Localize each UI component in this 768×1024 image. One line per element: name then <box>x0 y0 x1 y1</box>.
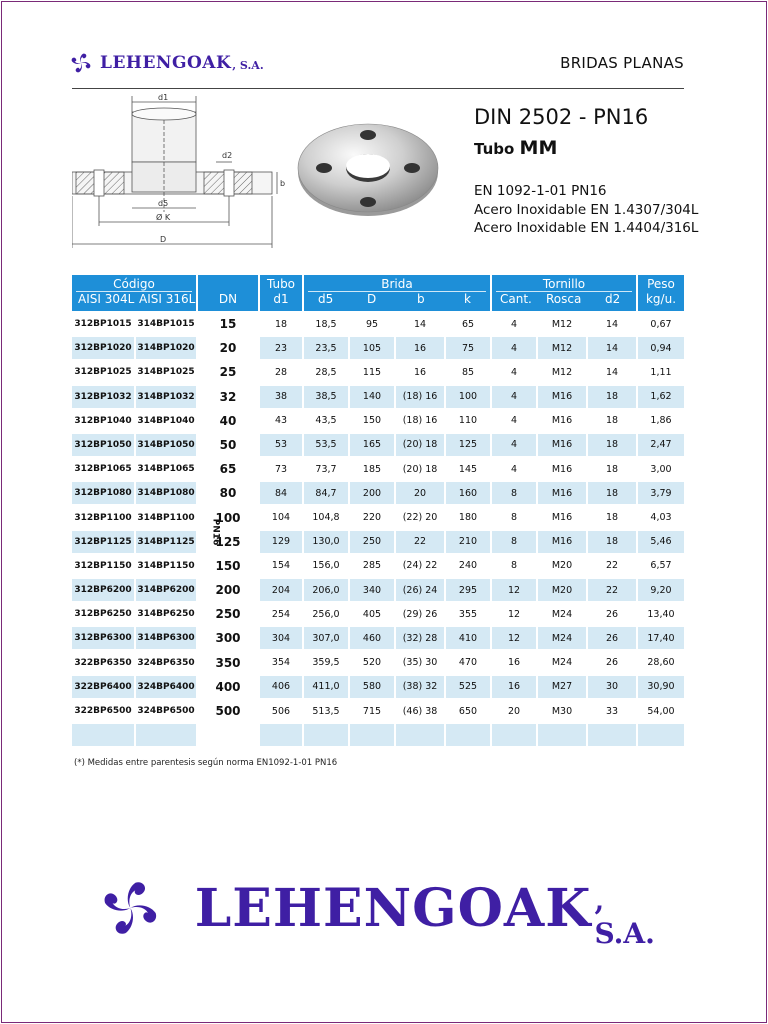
swirl-icon <box>100 871 161 945</box>
cell-brida-D: 140 <box>350 386 394 408</box>
cell-tornillo-rosca: M24 <box>551 657 573 669</box>
table-row <box>72 410 684 434</box>
cell-tornillo-cant: 4 <box>510 463 518 475</box>
cell-tornillo-d2: 22 <box>588 579 636 601</box>
cell-code-316l: 314BP1100 <box>137 512 195 523</box>
cell-tornillo-d2: 30 <box>588 676 636 698</box>
cell-peso-kg: 30,90 <box>638 676 684 698</box>
cell-peso-kg: 0,94 <box>638 337 684 359</box>
cell-dn: 80 <box>219 486 237 501</box>
cell-brida-k: 410 <box>446 627 490 649</box>
cell-dn: 40 <box>219 413 237 428</box>
cell-tornillo-d2: 26 <box>605 657 619 669</box>
header-peso-label: Peso <box>647 277 675 291</box>
cell-tornillo-d2: 33 <box>605 705 619 717</box>
cell-code-316l: 324BP6400 <box>136 676 196 698</box>
cell-tornillo-rosca: M30 <box>551 705 573 717</box>
cell-tornillo-cant: 4 <box>492 434 536 456</box>
cell-tubo-d1 <box>260 724 302 746</box>
cell-peso-kg: 2,47 <box>638 434 684 456</box>
brand-logo-small <box>70 50 264 76</box>
header-aisi316: AISI 316L <box>139 292 196 306</box>
page-title: BRIDAS PLANAS <box>560 54 684 72</box>
cell-brida-D: 285 <box>362 560 382 572</box>
cell-tornillo-rosca: M12 <box>551 366 573 378</box>
swirl-icon <box>70 52 92 74</box>
cell-brida-D: 405 <box>362 608 382 620</box>
cell-brida-d5: 206,0 <box>304 579 348 601</box>
cell-brida-k: 180 <box>458 512 478 523</box>
cell-code-316l: 324BP6350 <box>137 657 195 668</box>
header-b: b <box>417 292 425 306</box>
cell-code-304l: 312BP1025 <box>74 367 132 378</box>
cell-code-304l <box>72 724 134 746</box>
table-row <box>72 700 684 724</box>
cell-brida-b: (22) 20 <box>402 512 438 523</box>
table-body <box>72 313 684 748</box>
cell-tornillo-rosca: M27 <box>538 676 586 698</box>
cell-tornillo-cant: 20 <box>507 705 521 717</box>
cell-tornillo-cant: 12 <box>492 627 536 649</box>
cell-tornillo-d2: 14 <box>605 366 619 378</box>
cell-brida-b: (35) 30 <box>402 657 438 669</box>
cell-dn: 65 <box>219 462 237 477</box>
cell-tornillo-rosca: M16 <box>551 463 573 475</box>
header-rosca: Rosca <box>546 292 582 306</box>
flange-technical-drawing <box>72 92 290 252</box>
dim-d1: d1 <box>158 93 169 102</box>
cell-tubo-d1: 43 <box>274 415 288 427</box>
cell-code-304l: 312BP6300 <box>72 627 134 649</box>
cell-dn: 20 <box>219 341 237 356</box>
cell-code-304l: 312BP1020 <box>72 337 134 359</box>
cell-brida-d5: 73,7 <box>315 463 337 475</box>
spec-line: Acero Inoxidable EN 1.4404/316L <box>474 220 699 236</box>
cell-tornillo-d2: 18 <box>588 386 636 408</box>
cell-tornillo-d2: 14 <box>605 318 619 330</box>
cell-code-304l: 312BP1125 <box>72 531 134 553</box>
cell-code-304l: 312BP1050 <box>72 434 134 456</box>
cell-brida-d5: 513,5 <box>312 705 340 717</box>
table-row <box>72 652 684 676</box>
cell-brida-b <box>396 724 444 746</box>
table-row <box>72 627 684 651</box>
brand-suffix: , S.A. <box>232 58 264 72</box>
cell-tubo-d1: 104 <box>271 512 291 523</box>
standard-title: DIN 2502 - PN16 <box>474 105 649 129</box>
cell-brida-D <box>350 724 394 746</box>
cell-brida-d5: 307,0 <box>304 627 348 649</box>
cell-tornillo-rosca: M12 <box>538 337 586 359</box>
header-tubo-label: Tubo <box>266 277 296 291</box>
cell-brida-d5: 38,5 <box>304 386 348 408</box>
cell-tornillo-cant: 8 <box>510 560 518 572</box>
pressure-class-label: PN16 <box>210 518 221 546</box>
cell-tornillo-cant: 4 <box>510 415 518 427</box>
table-row <box>72 337 684 361</box>
cell-brida-k: 295 <box>446 579 490 601</box>
cell-code-304l: 312BP1080 <box>72 482 134 504</box>
cell-brida-k: 100 <box>446 386 490 408</box>
cell-code-316l: 314BP6200 <box>136 579 196 601</box>
cell-brida-b: (20) 18 <box>396 434 444 456</box>
cell-tornillo-rosca: M12 <box>551 318 573 330</box>
cell-tornillo-d2: 22 <box>605 560 619 572</box>
cell-tubo-d1: 154 <box>271 560 291 572</box>
header-D: D <box>367 292 377 306</box>
cell-dn: 350 <box>215 655 241 670</box>
table-row <box>72 458 684 482</box>
cell-dn: 32 <box>219 389 237 404</box>
cell-tubo-d1: 406 <box>260 676 302 698</box>
cell-dn: 250 <box>215 607 241 622</box>
cell-brida-k: 75 <box>446 337 490 359</box>
material-specs <box>474 182 698 238</box>
cell-code-304l: 312BP6250 <box>74 609 132 620</box>
header-brida-label: Brida <box>381 277 413 291</box>
cell-brida-b: (38) 32 <box>396 676 444 698</box>
cell-brida-D: 115 <box>362 366 382 378</box>
cell-brida-d5: 256,0 <box>312 608 340 620</box>
header-aisi304: AISI 304L <box>78 292 135 306</box>
table-row <box>72 361 684 385</box>
table-header <box>72 275 684 311</box>
header-d1: d1 <box>273 292 289 306</box>
cell-tornillo-rosca: M16 <box>538 386 586 408</box>
table-row <box>72 482 684 506</box>
brand-name: LEHENGOAK <box>100 53 232 73</box>
cell-brida-d5: 53,5 <box>304 434 348 456</box>
cell-code-316l: 314BP1065 <box>137 464 195 475</box>
cell-tornillo-cant: 16 <box>492 676 536 698</box>
cell-brida-b: (24) 22 <box>402 560 438 572</box>
table-row <box>72 724 684 748</box>
footnote: (*) Medidas entre parentesis según norma EN1092-1-01 PN16 <box>74 758 338 768</box>
cell-brida-k <box>446 724 490 746</box>
cell-peso-kg <box>638 724 684 746</box>
header-codigo <box>72 275 196 311</box>
cell-tornillo-cant: 16 <box>507 657 521 669</box>
cell-brida-D: 715 <box>362 705 382 717</box>
cell-brida-D: 220 <box>362 512 382 523</box>
cell-code-304l: 312BP1150 <box>74 560 132 571</box>
spec-line: EN 1092-1-01 PN16 <box>474 183 607 199</box>
cell-peso-kg: 28,60 <box>647 657 675 669</box>
cell-dn: 50 <box>219 437 237 452</box>
cell-tubo-d1: 354 <box>271 657 291 669</box>
table-row <box>72 313 684 337</box>
brand-suffix: , S.A. <box>594 884 655 950</box>
header-cant: Cant. <box>500 292 532 306</box>
header-tubo <box>260 275 302 311</box>
table-row <box>72 676 684 700</box>
cell-brida-d5 <box>304 724 348 746</box>
table-row <box>72 386 684 410</box>
table-row <box>72 507 684 531</box>
cell-brida-k: 85 <box>461 366 475 378</box>
cell-code-316l: 314BP1032 <box>136 386 196 408</box>
cell-tubo-d1: 73 <box>274 463 288 475</box>
table-row <box>72 579 684 603</box>
cell-peso-kg: 5,46 <box>638 531 684 553</box>
cell-brida-d5: 23,5 <box>304 337 348 359</box>
cell-tornillo-cant: 8 <box>510 512 518 523</box>
cell-dn: 200 <box>215 583 241 598</box>
cell-brida-k: 110 <box>458 415 478 427</box>
cell-brida-b: 20 <box>396 482 444 504</box>
cell-code-304l: 312BP1015 <box>74 319 132 329</box>
cell-brida-d5: 411,0 <box>304 676 348 698</box>
tube-type <box>474 137 557 159</box>
cell-tubo-d1: 254 <box>271 608 291 620</box>
cell-dn: 125 <box>215 534 241 549</box>
flange-photo <box>296 118 440 218</box>
cell-code-316l: 314BP1050 <box>136 434 196 456</box>
cell-code-316l <box>136 724 196 746</box>
cell-tornillo-cant: 4 <box>492 386 536 408</box>
cell-brida-D: 105 <box>350 337 394 359</box>
header-divider-line <box>308 291 486 292</box>
header-d2: d2 <box>605 292 621 306</box>
header-d5: d5 <box>318 292 334 306</box>
dim-d5: d5 <box>158 199 169 208</box>
cell-brida-D: 250 <box>350 531 394 553</box>
header-tornillo-label: Tornillo <box>542 277 586 291</box>
cell-tornillo-rosca: M24 <box>551 608 573 620</box>
spec-line: Acero Inoxidable EN 1.4307/304L <box>474 201 699 218</box>
cell-tornillo-rosca: M20 <box>551 560 573 572</box>
cell-tornillo-cant: 12 <box>507 608 521 620</box>
cell-dn <box>198 724 258 746</box>
cell-code-316l: 314BP1150 <box>137 560 195 571</box>
cell-brida-b: (20) 18 <box>402 463 438 475</box>
brand-logo-large <box>100 868 660 948</box>
cell-brida-b: 16 <box>396 337 444 359</box>
cell-tornillo-d2: 18 <box>605 463 619 475</box>
cell-tubo-d1: 23 <box>260 337 302 359</box>
header-divider <box>72 88 684 89</box>
dim-k: Ø K <box>156 213 171 222</box>
cell-tornillo-rosca <box>538 724 586 746</box>
table-row <box>72 434 684 458</box>
cell-tornillo-d2: 18 <box>605 512 619 523</box>
cell-peso-kg: 0,67 <box>650 318 672 330</box>
cell-peso-kg: 4,03 <box>650 512 672 523</box>
cell-brida-b: (18) 16 <box>402 415 438 427</box>
cell-brida-D: 185 <box>362 463 382 475</box>
cell-brida-k: 160 <box>446 482 490 504</box>
cell-brida-D: 520 <box>362 657 382 669</box>
header-k: k <box>464 292 471 306</box>
cell-dn: 400 <box>215 679 241 694</box>
cell-tornillo-rosca: M16 <box>551 415 573 427</box>
cell-code-316l: 314BP1080 <box>136 482 196 504</box>
cell-dn: 150 <box>215 558 241 573</box>
cell-code-304l: 312BP6200 <box>72 579 134 601</box>
cell-peso-kg: 1,62 <box>638 386 684 408</box>
cell-tubo-d1: 38 <box>260 386 302 408</box>
cell-tornillo-cant: 4 <box>510 318 518 330</box>
cell-peso-kg: 3,00 <box>650 463 672 475</box>
cell-code-316l: 314BP1125 <box>136 531 196 553</box>
cell-tornillo-d2: 18 <box>588 482 636 504</box>
cell-brida-b: (29) 26 <box>402 608 438 620</box>
cell-brida-d5: 104,8 <box>312 512 340 523</box>
cell-brida-d5: 18,5 <box>315 318 337 330</box>
cell-brida-D: 580 <box>350 676 394 698</box>
cell-peso-kg: 9,20 <box>638 579 684 601</box>
cell-tornillo-d2: 18 <box>588 434 636 456</box>
header-brida <box>304 275 490 311</box>
table-row <box>72 555 684 579</box>
cell-tubo-d1: 304 <box>260 627 302 649</box>
cell-code-304l: 322BP6400 <box>72 676 134 698</box>
cell-peso-kg: 3,79 <box>638 482 684 504</box>
cell-brida-k: 525 <box>446 676 490 698</box>
cell-brida-D: 165 <box>350 434 394 456</box>
header-kg: kg/u. <box>645 292 677 306</box>
cell-tornillo-d2: 14 <box>588 337 636 359</box>
cell-brida-k: 210 <box>446 531 490 553</box>
cell-tornillo-cant: 4 <box>510 366 518 378</box>
cell-peso-kg: 54,00 <box>647 705 675 717</box>
cell-brida-b: (32) 28 <box>396 627 444 649</box>
header-peso <box>638 275 684 311</box>
cell-tornillo-rosca: M16 <box>538 531 586 553</box>
cell-brida-k: 650 <box>458 705 478 717</box>
cell-tornillo-cant: 8 <box>492 482 536 504</box>
cell-brida-d5: 130,0 <box>304 531 348 553</box>
cell-tornillo-d2 <box>588 724 636 746</box>
cell-code-316l: 314BP1040 <box>137 415 195 426</box>
cell-code-304l: 312BP1065 <box>74 464 132 475</box>
cell-code-304l: 312BP1040 <box>74 415 132 426</box>
brand-name: LEHENGOAK <box>194 877 592 939</box>
cell-peso-kg: 13,40 <box>647 608 675 620</box>
cell-tornillo-cant: 4 <box>492 337 536 359</box>
cell-brida-b: (26) 24 <box>396 579 444 601</box>
cell-code-316l: 314BP6300 <box>136 627 196 649</box>
header-dn <box>198 275 258 311</box>
cell-brida-b: 14 <box>413 318 427 330</box>
cell-brida-b: 22 <box>396 531 444 553</box>
cell-brida-d5: 84,7 <box>304 482 348 504</box>
cell-tubo-d1: 506 <box>271 705 291 717</box>
cell-dn: 15 <box>219 317 237 331</box>
cell-dn: 300 <box>215 631 241 646</box>
cell-code-316l: 314BP6250 <box>137 609 195 620</box>
cell-code-304l: 312BP1100 <box>74 512 132 523</box>
cell-code-316l: 314BP1025 <box>137 367 195 378</box>
cell-tubo-d1: 129 <box>260 531 302 553</box>
dim-b: b <box>280 179 286 188</box>
cell-tubo-d1: 28 <box>274 366 288 378</box>
cell-tornillo-rosca: M16 <box>538 434 586 456</box>
cell-tornillo-cant: 12 <box>492 579 536 601</box>
cell-code-316l: 324BP6500 <box>137 706 195 716</box>
cell-code-304l: 322BP6500 <box>74 706 132 716</box>
cell-dn: 100 <box>215 510 241 525</box>
table-row <box>72 531 684 555</box>
cell-peso-kg: 6,57 <box>650 560 672 572</box>
cell-tubo-d1: 84 <box>260 482 302 504</box>
cell-brida-b: 16 <box>413 366 427 378</box>
cell-code-316l: 314BP1020 <box>136 337 196 359</box>
cell-brida-D: 95 <box>365 318 379 330</box>
cell-brida-d5: 359,5 <box>312 657 340 669</box>
cell-brida-D: 460 <box>350 627 394 649</box>
cell-brida-D: 200 <box>350 482 394 504</box>
table-row <box>72 603 684 627</box>
cell-tornillo-cant <box>492 724 536 746</box>
cell-tornillo-cant: 8 <box>492 531 536 553</box>
cell-brida-k: 65 <box>461 318 475 330</box>
header-codigo-label: Código <box>113 277 155 291</box>
dim-d: D <box>160 235 167 244</box>
cell-code-304l: 322BP6350 <box>74 657 132 668</box>
cell-tornillo-rosca: M16 <box>538 482 586 504</box>
cell-brida-k: 470 <box>458 657 478 669</box>
header-dn-label: DN <box>218 292 238 306</box>
cell-peso-kg: 1,11 <box>650 366 672 378</box>
cell-brida-b: (46) 38 <box>402 705 438 717</box>
cell-tornillo-rosca: M24 <box>538 627 586 649</box>
cell-brida-b: (18) 16 <box>396 386 444 408</box>
cell-dn: 25 <box>219 365 237 380</box>
cell-tubo-d1: 53 <box>260 434 302 456</box>
tube-label: Tubo <box>474 140 515 158</box>
cell-peso-kg: 1,86 <box>650 415 672 427</box>
cell-code-304l: 312BP1032 <box>72 386 134 408</box>
cell-tornillo-d2: 18 <box>588 531 636 553</box>
cell-brida-k: 240 <box>458 560 478 572</box>
cell-tornillo-rosca: M16 <box>551 512 573 523</box>
cell-brida-d5: 43,5 <box>315 415 337 427</box>
cell-brida-d5: 28,5 <box>315 366 337 378</box>
cell-brida-k: 125 <box>446 434 490 456</box>
tube-type-value: MM <box>519 137 558 159</box>
cell-brida-d5: 156,0 <box>312 560 340 572</box>
cell-tornillo-rosca: M20 <box>538 579 586 601</box>
header-tornillo <box>492 275 636 311</box>
cell-code-316l: 314BP1015 <box>137 319 195 329</box>
cell-brida-D: 150 <box>362 415 382 427</box>
cell-tornillo-d2: 18 <box>605 415 619 427</box>
cell-peso-kg: 17,40 <box>638 627 684 649</box>
cell-brida-k: 145 <box>458 463 478 475</box>
cell-brida-D: 340 <box>350 579 394 601</box>
cell-tornillo-d2: 26 <box>588 627 636 649</box>
cell-tornillo-d2: 26 <box>605 608 619 620</box>
cell-tubo-d1: 204 <box>260 579 302 601</box>
cell-tubo-d1: 18 <box>274 318 288 330</box>
cell-brida-k: 355 <box>458 608 478 620</box>
dim-d2: d2 <box>222 151 233 160</box>
cell-dn: 500 <box>215 704 241 718</box>
